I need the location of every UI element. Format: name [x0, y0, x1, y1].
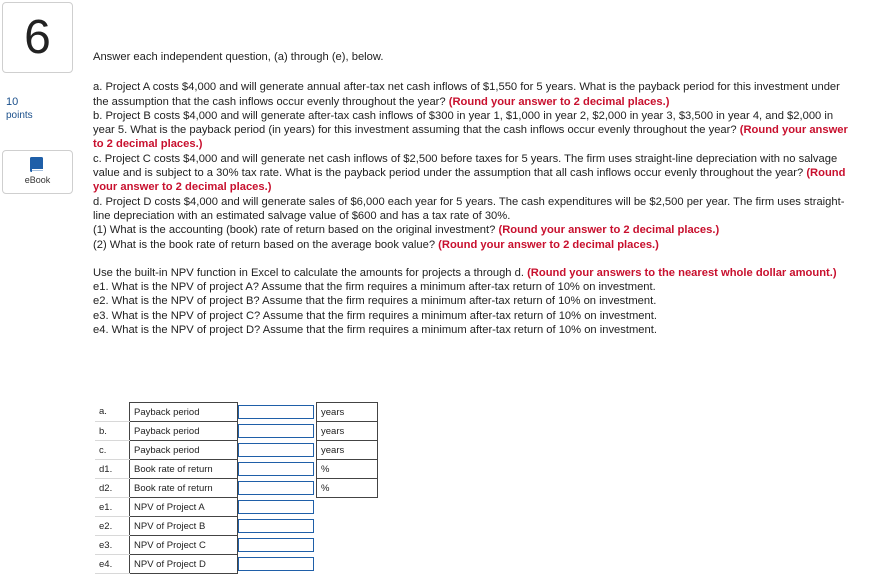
- npv-intro: [93, 266, 853, 280]
- part-c-instruction: (Round your answer to 2 decimal places.): [93, 167, 846, 194]
- row-unit: years: [317, 403, 378, 422]
- part-d1-instruction: (Round your answer to 2 decimal places.): [498, 224, 720, 237]
- answer-input-c[interactable]: [238, 443, 314, 457]
- npv-questions: [93, 266, 853, 337]
- row-description: Book rate of return: [130, 479, 238, 498]
- row-description: NPV of Project C: [130, 536, 238, 555]
- answer-input-d1[interactable]: [238, 462, 314, 476]
- table-row: [95, 460, 378, 479]
- part-d2-text: (2) What is the book rate of return based on the average book value?: [93, 238, 436, 251]
- table-row: [95, 498, 378, 517]
- part-a: [93, 80, 853, 109]
- part-d2-instruction: (Round your answer to 2 decimal places.): [438, 238, 659, 251]
- row-label: b.: [95, 422, 130, 441]
- answer-input-e4[interactable]: [238, 557, 314, 571]
- row-description: Payback period: [130, 422, 238, 441]
- answer-input-d2[interactable]: [238, 481, 314, 495]
- part-e3: e3. What is the NPV of project C? Assume that the firm requires a minimum after-tax return of 10% on investment.: [93, 309, 657, 322]
- row-label: e4.: [95, 555, 130, 574]
- part-c: [93, 152, 853, 195]
- book-icon: [29, 156, 45, 174]
- question-content: [93, 50, 853, 337]
- row-unit: years: [317, 441, 378, 460]
- npv-intro-text: Use the built-in NPV function in Excel to calculate the amounts for projects a through d.: [93, 266, 524, 279]
- part-b-instruction: (Round your answer to 2 decimal places.): [93, 124, 848, 151]
- question-sidebar: [0, 0, 76, 583]
- row-description: Payback period: [130, 403, 238, 422]
- row-label: e1.: [95, 498, 130, 517]
- part-b-text: b. Project B costs $4,000 and will generate after-tax cash inflows of $300 in year 1, $1,000 in year 2, $2,000 in year 3, $3,500 in year 4, and $2,000 in year 5. What is the payback period (in years) for this investment assuming that the cash inflows occur evenly throughout the year?: [93, 109, 834, 137]
- table-row: [95, 555, 378, 574]
- part-a-instruction: (Round your answer to 2 decimal places.): [448, 95, 670, 108]
- table-row: [95, 479, 378, 498]
- part-d: d. Project D costs $4,000 and will generate sales of $6,000 each year for 5 years. The cash expenditures will be $2,500 per year. The firm uses straight-line depreciation with an estimated salvage value of $600 and has a tax rate of 30%.: [93, 195, 845, 222]
- row-description: Book rate of return: [130, 460, 238, 479]
- part-d1-text: (1) What is the accounting (book) rate of return based on the original investment?: [93, 224, 496, 237]
- part-e2: e2. What is the NPV of project B? Assume that the firm requires a minimum after-tax return of 10% on investment.: [93, 295, 657, 308]
- part-a-text: a. Project A costs $4,000 and will generate annual after-tax net cash inflows of $1,550 for 5 years. What is the payback period for this investment under the assumption that the cash inflows occur evenly throughout the year?: [93, 81, 840, 108]
- table-row: [95, 441, 378, 460]
- row-description: NPV of Project A: [130, 498, 238, 517]
- question-intro: Answer each independent question, (a) through (e), below.: [93, 51, 384, 63]
- row-label: c.: [95, 441, 130, 460]
- row-label: d2.: [95, 479, 130, 498]
- row-label: a.: [95, 403, 130, 422]
- ebook-button[interactable]: [2, 150, 73, 194]
- row-label: e3.: [95, 536, 130, 555]
- row-description: Payback period: [130, 441, 238, 460]
- answer-input-e3[interactable]: [238, 538, 314, 552]
- part-e1: e1. What is the NPV of project A? Assume that the firm requires a minimum after-tax return of 10% on investment.: [93, 281, 656, 294]
- table-row: [95, 403, 378, 422]
- row-description: NPV of Project D: [130, 555, 238, 574]
- row-label: e2.: [95, 517, 130, 536]
- part-b: [93, 109, 853, 152]
- row-unit: years: [317, 422, 378, 441]
- part-d2: [93, 238, 853, 252]
- ebook-label: eBook: [24, 175, 51, 185]
- part-d1: [93, 223, 853, 237]
- question-number: 6: [2, 2, 73, 73]
- row-unit: %: [317, 479, 378, 498]
- answer-input-b[interactable]: [238, 424, 314, 438]
- part-c-text: c. Project C costs $4,000 and will generate net cash inflows of $2,500 before taxes for 5 years. The firm uses straight-line depreciation with no salvage value and is subject to a 30% tax rate. What is the payback period under the assumption that all cash inflows occur evenly throughout the year?: [93, 152, 838, 180]
- points-value: 10: [6, 96, 19, 108]
- table-row: [95, 517, 378, 536]
- answer-table: [95, 402, 378, 574]
- answer-input-e2[interactable]: [238, 519, 314, 533]
- table-row: [95, 422, 378, 441]
- points-label: points: [6, 110, 33, 121]
- row-description: NPV of Project B: [130, 517, 238, 536]
- answer-input-e1[interactable]: [238, 500, 314, 514]
- row-unit: %: [317, 460, 378, 479]
- row-label: d1.: [95, 460, 130, 479]
- answer-input-a[interactable]: [238, 405, 314, 419]
- table-row: [95, 536, 378, 555]
- question-parts: [93, 80, 853, 252]
- npv-instruction: (Round your answers to the nearest whole dollar amount.): [527, 266, 837, 279]
- part-e4: e4. What is the NPV of project D? Assume that the firm requires a minimum after-tax return of 10% on investment.: [93, 324, 657, 337]
